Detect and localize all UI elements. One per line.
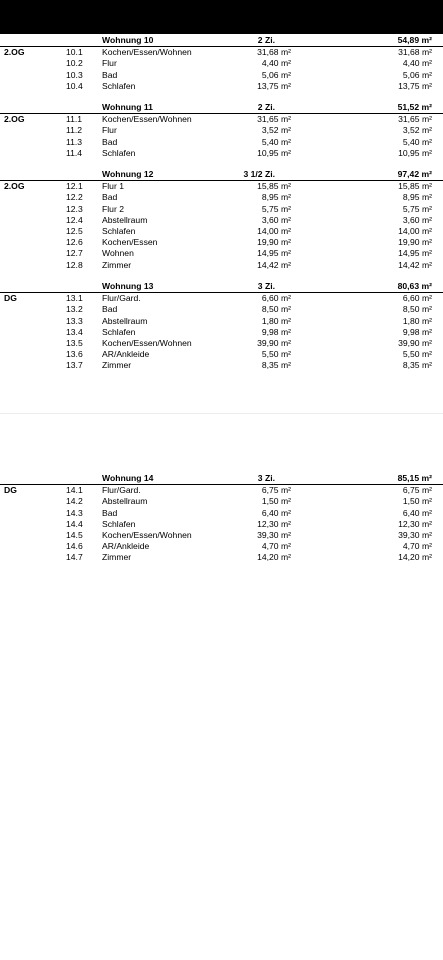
room-area: 4,40 m² <box>261 58 291 69</box>
room-area-repeat: 5,06 m² <box>402 69 432 80</box>
room-area: 8,35 m² <box>261 360 291 371</box>
room-area: 8,95 m² <box>261 192 291 203</box>
room-area-repeat: 14,20 m² <box>398 552 432 563</box>
room-name: Kochen/Essen/Wohnen <box>102 337 192 348</box>
room-name: Kochen/Essen/Wohnen <box>102 114 192 125</box>
apartment-header <box>0 281 443 293</box>
room-name: Schlafen <box>102 147 136 158</box>
table-row <box>0 316 443 327</box>
apartment-header <box>0 102 443 114</box>
room-area-repeat: 14,42 m² <box>398 259 432 270</box>
page-divider <box>0 413 443 414</box>
room-area: 5,75 m² <box>261 203 291 214</box>
room-number: 10.2 <box>66 58 83 69</box>
room-number: 11.1 <box>66 114 83 125</box>
room-number: 13.5 <box>66 337 83 348</box>
room-area-repeat: 19,90 m² <box>398 237 432 248</box>
apartment-block <box>0 35 443 92</box>
floor-label: 2.OG <box>4 181 25 192</box>
room-area-repeat: 5,50 m² <box>402 349 432 360</box>
table-row <box>0 248 443 259</box>
room-area-repeat: 1,80 m² <box>402 315 432 326</box>
room-name: Flur 2 <box>102 203 124 214</box>
table-row <box>0 530 443 541</box>
apartment-title: Wohnung 13 <box>102 281 154 291</box>
room-number: 14.6 <box>66 541 83 552</box>
apartment-title: Wohnung 10 <box>102 35 154 45</box>
room-name: AR/Ankleide <box>102 349 150 360</box>
floor-label: 2.OG <box>4 114 25 125</box>
table-row <box>0 125 443 136</box>
room-area: 3,60 m² <box>261 214 291 225</box>
table-row <box>0 508 443 519</box>
room-area: 5,06 m² <box>261 69 291 80</box>
table-row <box>0 70 443 81</box>
room-number: 11.4 <box>66 147 83 158</box>
room-area-repeat: 5,75 m² <box>402 203 432 214</box>
apartment-total-area: 51,52 m² <box>397 102 432 112</box>
room-area: 31,68 m² <box>257 47 291 58</box>
room-name: Bad <box>102 136 118 147</box>
room-number: 13.7 <box>66 360 83 371</box>
room-number: 10.3 <box>66 69 83 80</box>
apartment-total-area: 97,42 m² <box>397 169 432 179</box>
room-area-repeat: 5,40 m² <box>402 136 432 147</box>
room-number: 12.2 <box>66 192 83 203</box>
table-row <box>0 192 443 203</box>
room-area-repeat: 4,70 m² <box>402 541 432 552</box>
apartment-title: Wohnung 12 <box>102 169 154 179</box>
room-name: Zimmer <box>102 360 132 371</box>
room-area: 15,85 m² <box>257 181 291 192</box>
room-name: Abstellraum <box>102 496 148 507</box>
room-name: Schlafen <box>102 80 136 91</box>
table-row <box>0 58 443 69</box>
room-name: Bad <box>102 304 118 315</box>
room-number: 12.1 <box>66 181 83 192</box>
apartment-total-area: 80,63 m² <box>397 281 432 291</box>
table-row <box>0 47 443 58</box>
table-row <box>0 541 443 552</box>
room-name: Flur <box>102 125 117 136</box>
apartment-header <box>0 169 443 181</box>
room-name: Flur/Gard. <box>102 485 141 496</box>
apartment-block <box>0 102 443 159</box>
room-number: 13.2 <box>66 304 83 315</box>
room-number: 13.4 <box>66 326 83 337</box>
room-name: Schlafen <box>102 225 136 236</box>
room-area: 19,90 m² <box>257 237 291 248</box>
room-area-repeat: 31,68 m² <box>398 47 432 58</box>
room-area: 5,40 m² <box>261 136 291 147</box>
room-area: 12,30 m² <box>257 518 291 529</box>
floor-label: DG <box>4 485 17 496</box>
room-area: 6,40 m² <box>261 507 291 518</box>
room-area-repeat: 4,40 m² <box>402 58 432 69</box>
room-number: 10.4 <box>66 80 83 91</box>
table-row <box>0 215 443 226</box>
room-area: 31,65 m² <box>257 114 291 125</box>
room-number: 14.4 <box>66 518 83 529</box>
room-name: Kochen/Essen/Wohnen <box>102 529 192 540</box>
room-area-repeat: 1,50 m² <box>402 496 432 507</box>
room-area: 14,20 m² <box>257 552 291 563</box>
floor-label: 2.OG <box>4 47 25 58</box>
room-area-repeat: 14,00 m² <box>398 225 432 236</box>
room-name: Abstellraum <box>102 214 148 225</box>
apartment-block <box>0 473 443 564</box>
room-area-repeat: 6,60 m² <box>402 293 432 304</box>
room-name: Bad <box>102 69 118 80</box>
apartment-title: Wohnung 14 <box>102 473 154 483</box>
room-area: 8,50 m² <box>261 304 291 315</box>
room-area: 9,98 m² <box>261 326 291 337</box>
room-name: AR/Ankleide <box>102 541 150 552</box>
table-row <box>0 338 443 349</box>
room-number: 14.5 <box>66 529 83 540</box>
room-area-repeat: 3,60 m² <box>402 214 432 225</box>
room-name: Wohnen <box>102 248 134 259</box>
room-number: 13.1 <box>66 293 83 304</box>
room-name: Flur/Gard. <box>102 293 141 304</box>
apartment-total-area: 85,15 m² <box>397 473 432 483</box>
room-number: 11.2 <box>66 125 83 136</box>
room-area-repeat: 8,50 m² <box>402 304 432 315</box>
room-name: Kochen/Essen <box>102 237 158 248</box>
apartment-room-count: 2 Zi. <box>257 102 275 112</box>
room-area: 14,42 m² <box>257 259 291 270</box>
room-area: 6,60 m² <box>261 293 291 304</box>
apartment-total-area: 54,89 m² <box>397 35 432 45</box>
table-row <box>0 327 443 338</box>
room-area: 5,50 m² <box>261 349 291 360</box>
room-number: 13.3 <box>66 315 83 326</box>
table-row <box>0 81 443 92</box>
room-number: 13.6 <box>66 349 83 360</box>
apartment-room-count: 3 Zi. <box>257 281 275 291</box>
room-number: 14.1 <box>66 485 83 496</box>
room-area-repeat: 6,75 m² <box>402 485 432 496</box>
room-number: 12.4 <box>66 214 83 225</box>
room-area: 14,00 m² <box>257 225 291 236</box>
room-area: 1,50 m² <box>261 496 291 507</box>
room-number: 14.7 <box>66 552 83 563</box>
table-row <box>0 552 443 563</box>
room-area-repeat: 9,98 m² <box>402 326 432 337</box>
room-area-repeat: 8,95 m² <box>402 192 432 203</box>
room-area: 3,52 m² <box>261 125 291 136</box>
room-area-repeat: 14,95 m² <box>398 248 432 259</box>
apartment-title: Wohnung 11 <box>102 102 153 112</box>
table-row <box>0 485 443 496</box>
room-number: 14.3 <box>66 507 83 518</box>
room-area: 4,70 m² <box>261 541 291 552</box>
room-name: Schlafen <box>102 518 136 529</box>
table-row <box>0 204 443 215</box>
room-area-repeat: 39,30 m² <box>398 529 432 540</box>
room-area-repeat: 8,35 m² <box>402 360 432 371</box>
room-area-repeat: 31,65 m² <box>398 114 432 125</box>
room-area: 10,95 m² <box>257 147 291 158</box>
room-number: 12.5 <box>66 225 83 236</box>
room-area-repeat: 13,75 m² <box>398 80 432 91</box>
table-row <box>0 237 443 248</box>
room-area: 39,90 m² <box>257 337 291 348</box>
table-row <box>0 260 443 271</box>
table-row <box>0 114 443 125</box>
room-area-repeat: 15,85 m² <box>398 181 432 192</box>
table-row <box>0 349 443 360</box>
floor-label: DG <box>4 293 17 304</box>
room-area: 1,80 m² <box>261 315 291 326</box>
room-number: 14.2 <box>66 496 83 507</box>
room-area-repeat: 39,90 m² <box>398 337 432 348</box>
room-area-repeat: 6,40 m² <box>402 507 432 518</box>
room-number: 12.6 <box>66 237 83 248</box>
room-number: 11.3 <box>66 136 83 147</box>
room-name: Bad <box>102 507 118 518</box>
room-name: Bad <box>102 192 118 203</box>
table-row <box>0 304 443 315</box>
room-area-repeat: 3,52 m² <box>402 125 432 136</box>
apartment-room-count: 3 Zi. <box>257 473 275 483</box>
room-area: 39,30 m² <box>257 529 291 540</box>
table-row <box>0 519 443 530</box>
room-name: Zimmer <box>102 259 132 270</box>
apartment-block <box>0 281 443 372</box>
apartment-header <box>0 35 443 47</box>
room-name: Flur 1 <box>102 181 124 192</box>
room-name: Zimmer <box>102 552 132 563</box>
room-area: 14,95 m² <box>257 248 291 259</box>
apartment-block <box>0 169 443 271</box>
table-row <box>0 226 443 237</box>
room-number: 12.3 <box>66 203 83 214</box>
table-row <box>0 293 443 304</box>
room-name: Schlafen <box>102 326 136 337</box>
apartment-room-count: 3 1/2 Zi. <box>243 169 275 179</box>
room-number: 12.7 <box>66 248 83 259</box>
room-name: Abstellraum <box>102 315 148 326</box>
room-number: 12.8 <box>66 259 83 270</box>
apartment-header <box>0 473 443 485</box>
apartment-room-count: 2 Zi. <box>257 35 275 45</box>
table-row <box>0 360 443 371</box>
room-area-repeat: 12,30 m² <box>398 518 432 529</box>
room-name: Kochen/Essen/Wohnen <box>102 47 192 58</box>
room-area-repeat: 10,95 m² <box>398 147 432 158</box>
table-row <box>0 181 443 192</box>
table-row <box>0 148 443 159</box>
top-black-bar <box>0 0 443 34</box>
room-number: 10.1 <box>66 47 83 58</box>
room-area: 13,75 m² <box>257 80 291 91</box>
room-area: 6,75 m² <box>261 485 291 496</box>
table-row <box>0 496 443 507</box>
room-name: Flur <box>102 58 117 69</box>
table-row <box>0 137 443 148</box>
